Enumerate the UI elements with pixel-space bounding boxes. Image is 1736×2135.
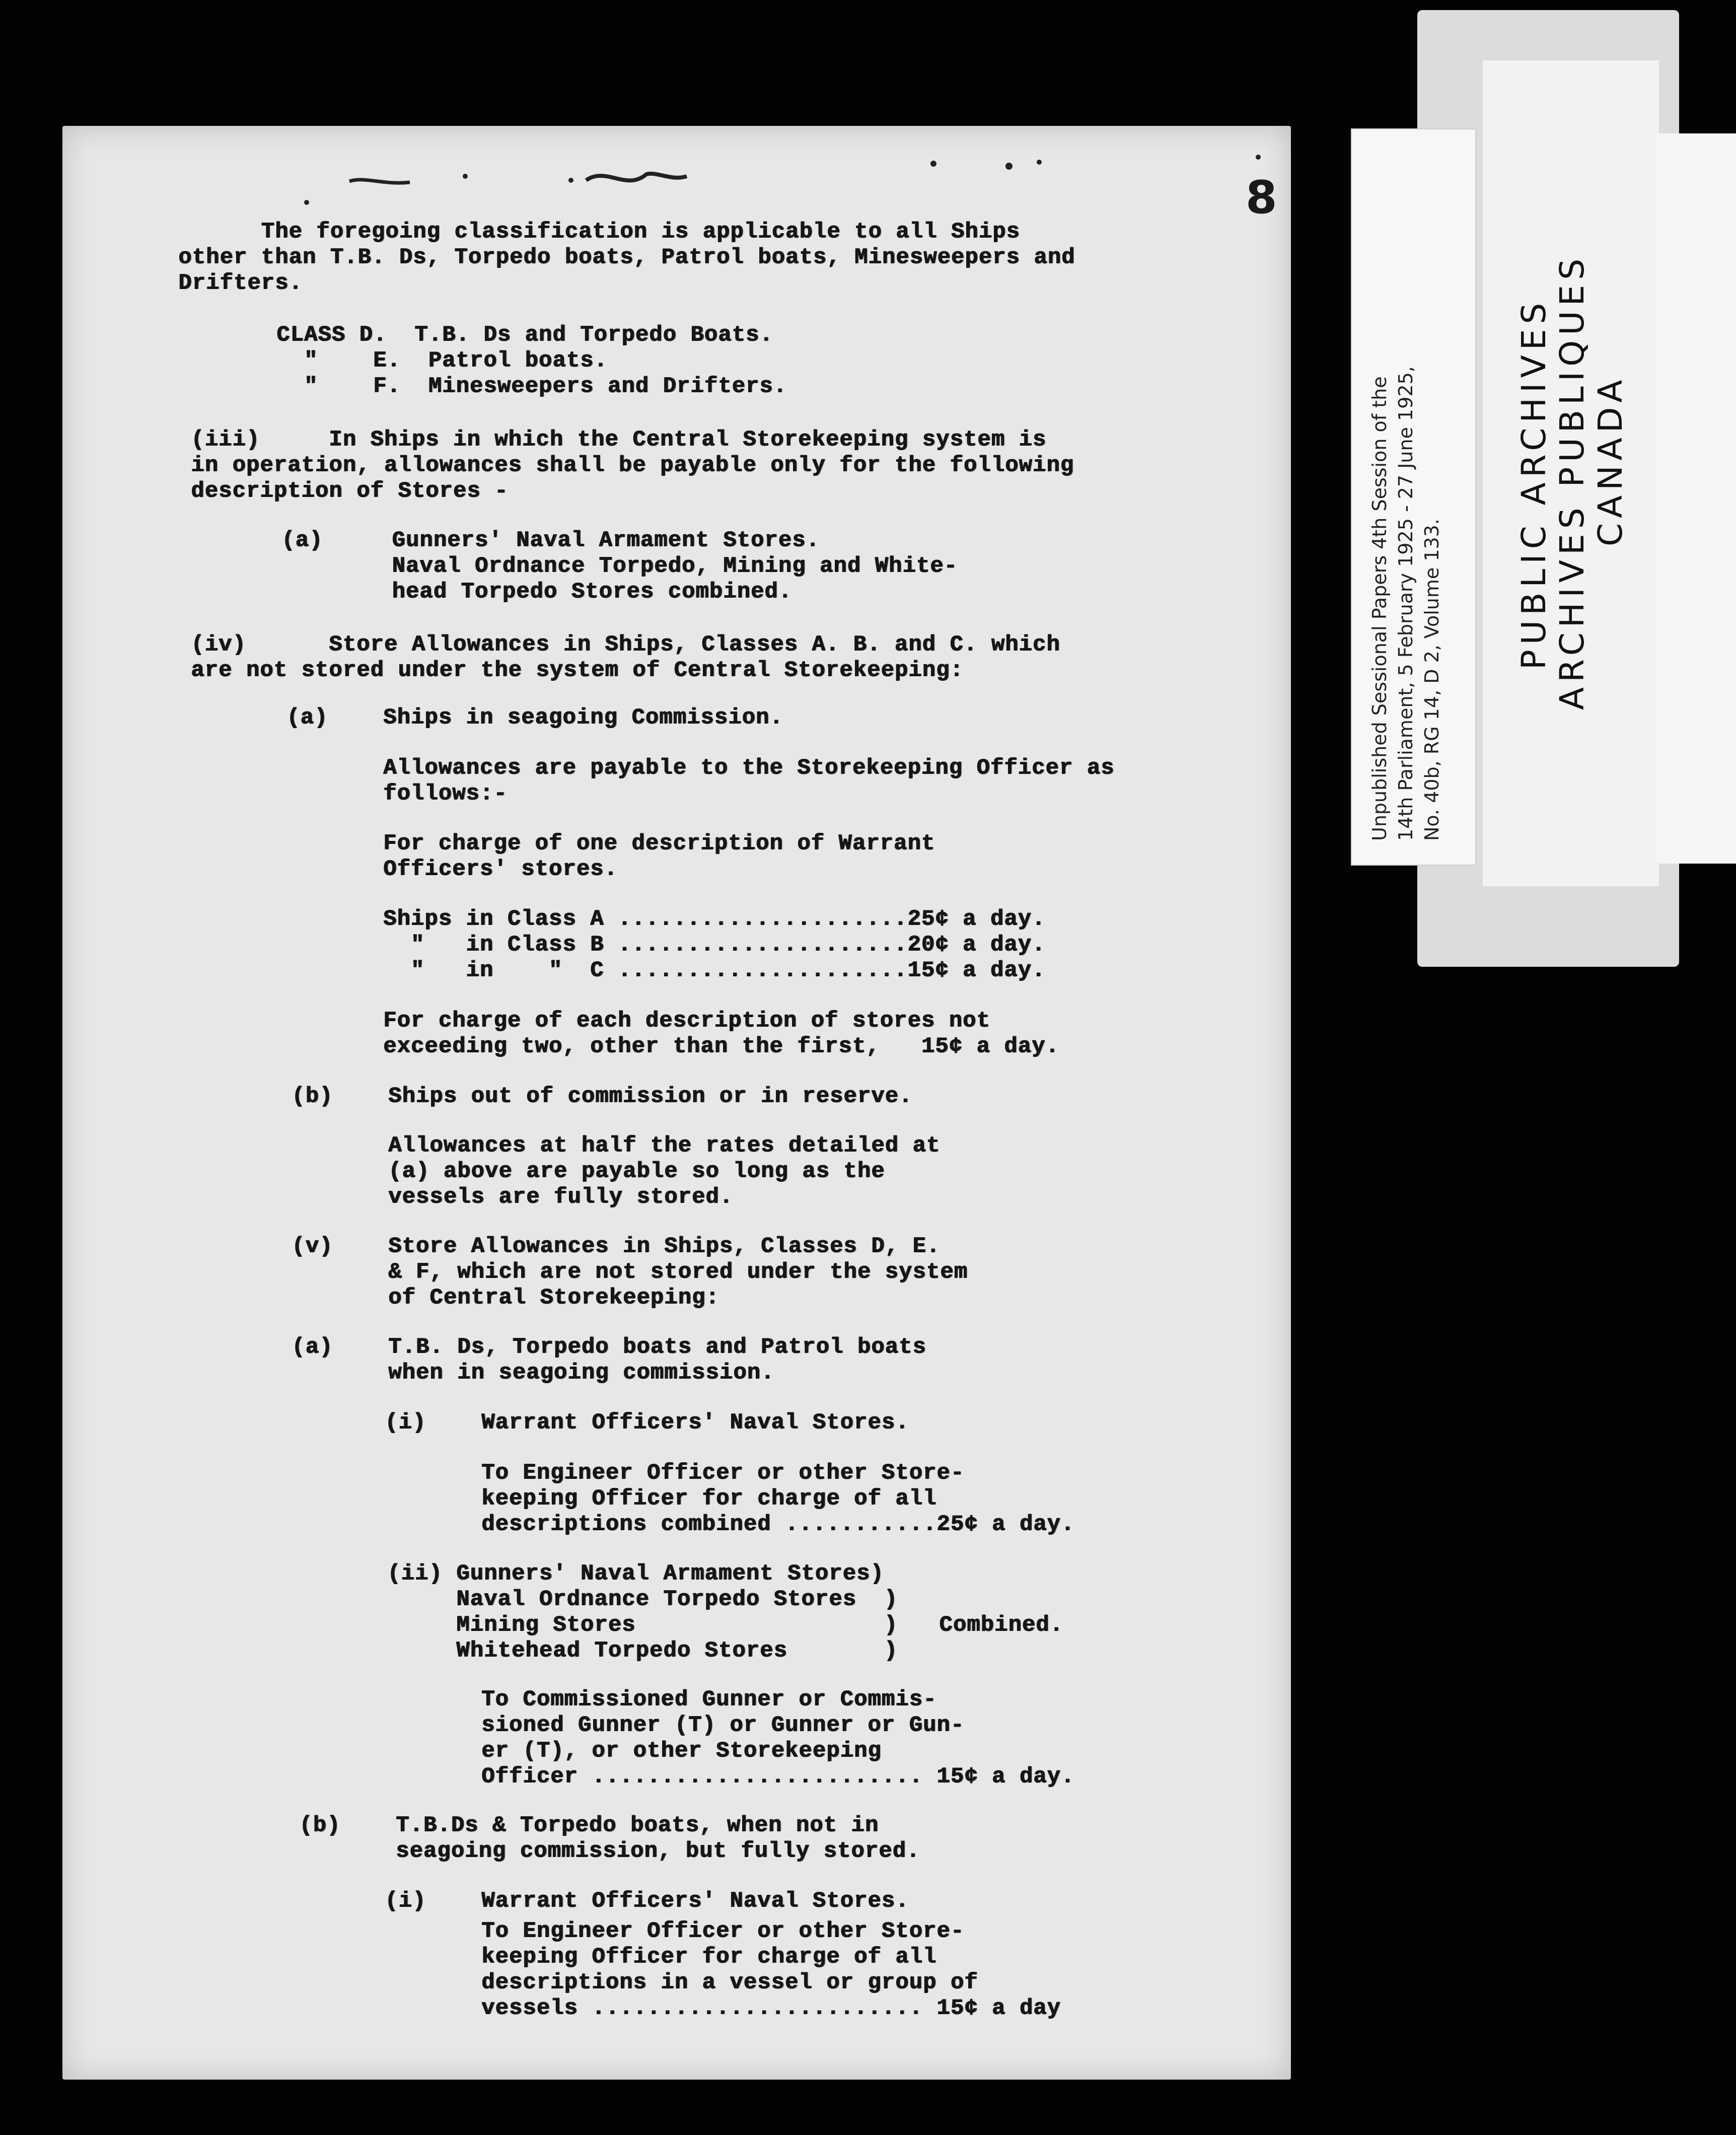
archive-stamp-line-1: PUBLIC ARCHIVES bbox=[1514, 298, 1553, 670]
archive-stamp-line-2: ARCHIVES PUBLIQUES bbox=[1553, 253, 1592, 710]
text-line: " in Class B .....................20¢ a day. bbox=[286, 932, 1046, 957]
text-line: (iv) Store Allowances in Ships, Classes A. B. and C. which bbox=[191, 632, 1060, 657]
text-line: " F. Minesweepers and Drifters. bbox=[276, 374, 787, 399]
text-line: other than T.B. Ds, Torpedo boats, Patrol boats, Minesweepers and bbox=[178, 245, 1075, 270]
text-line: " E. Patrol boats. bbox=[276, 348, 608, 373]
text-line: (b) T.B.Ds & Torpedo boats, when not in bbox=[299, 1813, 879, 1838]
text-line: in operation, allowances shall be payable only for the following bbox=[191, 453, 1074, 478]
text-line: when in seagoing commission. bbox=[292, 1360, 775, 1385]
archive-label-line-3: No. 40b, RG 14, D 2, Volume 133. bbox=[1421, 519, 1443, 841]
archive-card-edge bbox=[1656, 133, 1736, 864]
text-line: sioned Gunner (T) or Gunner or Gun- bbox=[385, 1713, 964, 1738]
text-line: (a) T.B. Ds, Torpedo boats and Patrol boats bbox=[292, 1334, 926, 1360]
text-line: exceeding two, other than the first, 15¢ a day. bbox=[286, 1034, 1059, 1059]
text-line: (b) Ships out of commission or in reserve. bbox=[292, 1084, 913, 1109]
text-line: CLASS D. T.B. Ds and Torpedo Boats. bbox=[276, 322, 773, 347]
text-line: (i) Warrant Officers' Naval Stores. bbox=[385, 1888, 909, 1913]
text-line: description of Stores - bbox=[191, 478, 509, 504]
text-line: er (T), or other Storekeeping bbox=[385, 1738, 882, 1763]
text-line: vessels are fully stored. bbox=[292, 1184, 733, 1209]
text-line: (v) Store Allowances in Ships, Classes D, E. bbox=[292, 1234, 941, 1259]
text-line: descriptions combined ...........25¢ a day. bbox=[385, 1512, 1075, 1537]
text-line: (ii) Gunners' Naval Armament Stores) bbox=[387, 1561, 884, 1586]
text-line: Drifters. bbox=[178, 270, 303, 296]
text-line: Naval Ordnance Torpedo, Mining and White- bbox=[281, 553, 958, 579]
text-line: descriptions in a vessel or group of bbox=[385, 1970, 978, 1995]
text-line: To Engineer Officer or other Store- bbox=[385, 1918, 964, 1944]
text-line: (a) above are payable so long as the bbox=[292, 1159, 885, 1184]
typewritten-page bbox=[62, 126, 1291, 2080]
text-line: Officer ........................ 15¢ a day. bbox=[385, 1764, 1075, 1789]
text-line: of Central Storekeeping: bbox=[292, 1285, 719, 1310]
text-line: To Engineer Officer or other Store- bbox=[385, 1460, 964, 1485]
text-line: Mining Stores ) Combined. bbox=[387, 1612, 1063, 1638]
text-line: Allowances at half the rates detailed at bbox=[292, 1133, 941, 1158]
page-number: 8 bbox=[1246, 171, 1277, 224]
text-line: Allowances are payable to the Storekeeping Officer as bbox=[286, 755, 1115, 780]
text-line: (i) Warrant Officers' Naval Stores. bbox=[385, 1410, 909, 1435]
text-line: keeping Officer for charge of all bbox=[385, 1486, 937, 1511]
text-line: follows:- bbox=[286, 781, 508, 806]
text-line: For charge of each description of stores not bbox=[286, 1008, 990, 1033]
text-line: seagoing commission, but fully stored. bbox=[299, 1838, 920, 1864]
text-line: are not stored under the system of Central Storekeeping: bbox=[191, 658, 964, 683]
text-line: " in " C .....................15¢ a day. bbox=[286, 958, 1046, 983]
text-line: vessels ........................ 15¢ a day bbox=[385, 1996, 1061, 2021]
text-line: Ships in Class A .....................25¢ a day. bbox=[286, 906, 1046, 932]
text-line: keeping Officer for charge of all bbox=[385, 1944, 937, 1969]
text-line: head Torpedo Stores combined. bbox=[281, 579, 792, 604]
text-line: (a) Ships in seagoing Commission. bbox=[286, 705, 783, 730]
text-line: Officers' stores. bbox=[286, 857, 618, 882]
text-line: To Commissioned Gunner or Commis- bbox=[385, 1687, 937, 1712]
text-line: The foregoing classification is applicable to all Ships bbox=[178, 219, 1020, 244]
text-line: Naval Ordnance Torpedo Stores ) bbox=[387, 1587, 898, 1612]
archive-stamp-line-3: CANADA bbox=[1591, 375, 1630, 546]
archive-label-line-2: 14th Parliament, 5 February 1925 - 27 June 1925, bbox=[1395, 366, 1417, 841]
text-line: For charge of one description of Warrant bbox=[286, 831, 935, 856]
text-line: Whitehead Torpedo Stores ) bbox=[387, 1638, 898, 1663]
text-line: (a) Gunners' Naval Armament Stores. bbox=[281, 528, 820, 553]
text-line: & F, which are not stored under the system bbox=[292, 1259, 968, 1285]
text-line: (iii) In Ships in which the Central Storekeeping system is bbox=[191, 427, 1047, 452]
archive-label-line-1: Unpublished Sessional Papers 4th Session of the bbox=[1368, 376, 1391, 841]
